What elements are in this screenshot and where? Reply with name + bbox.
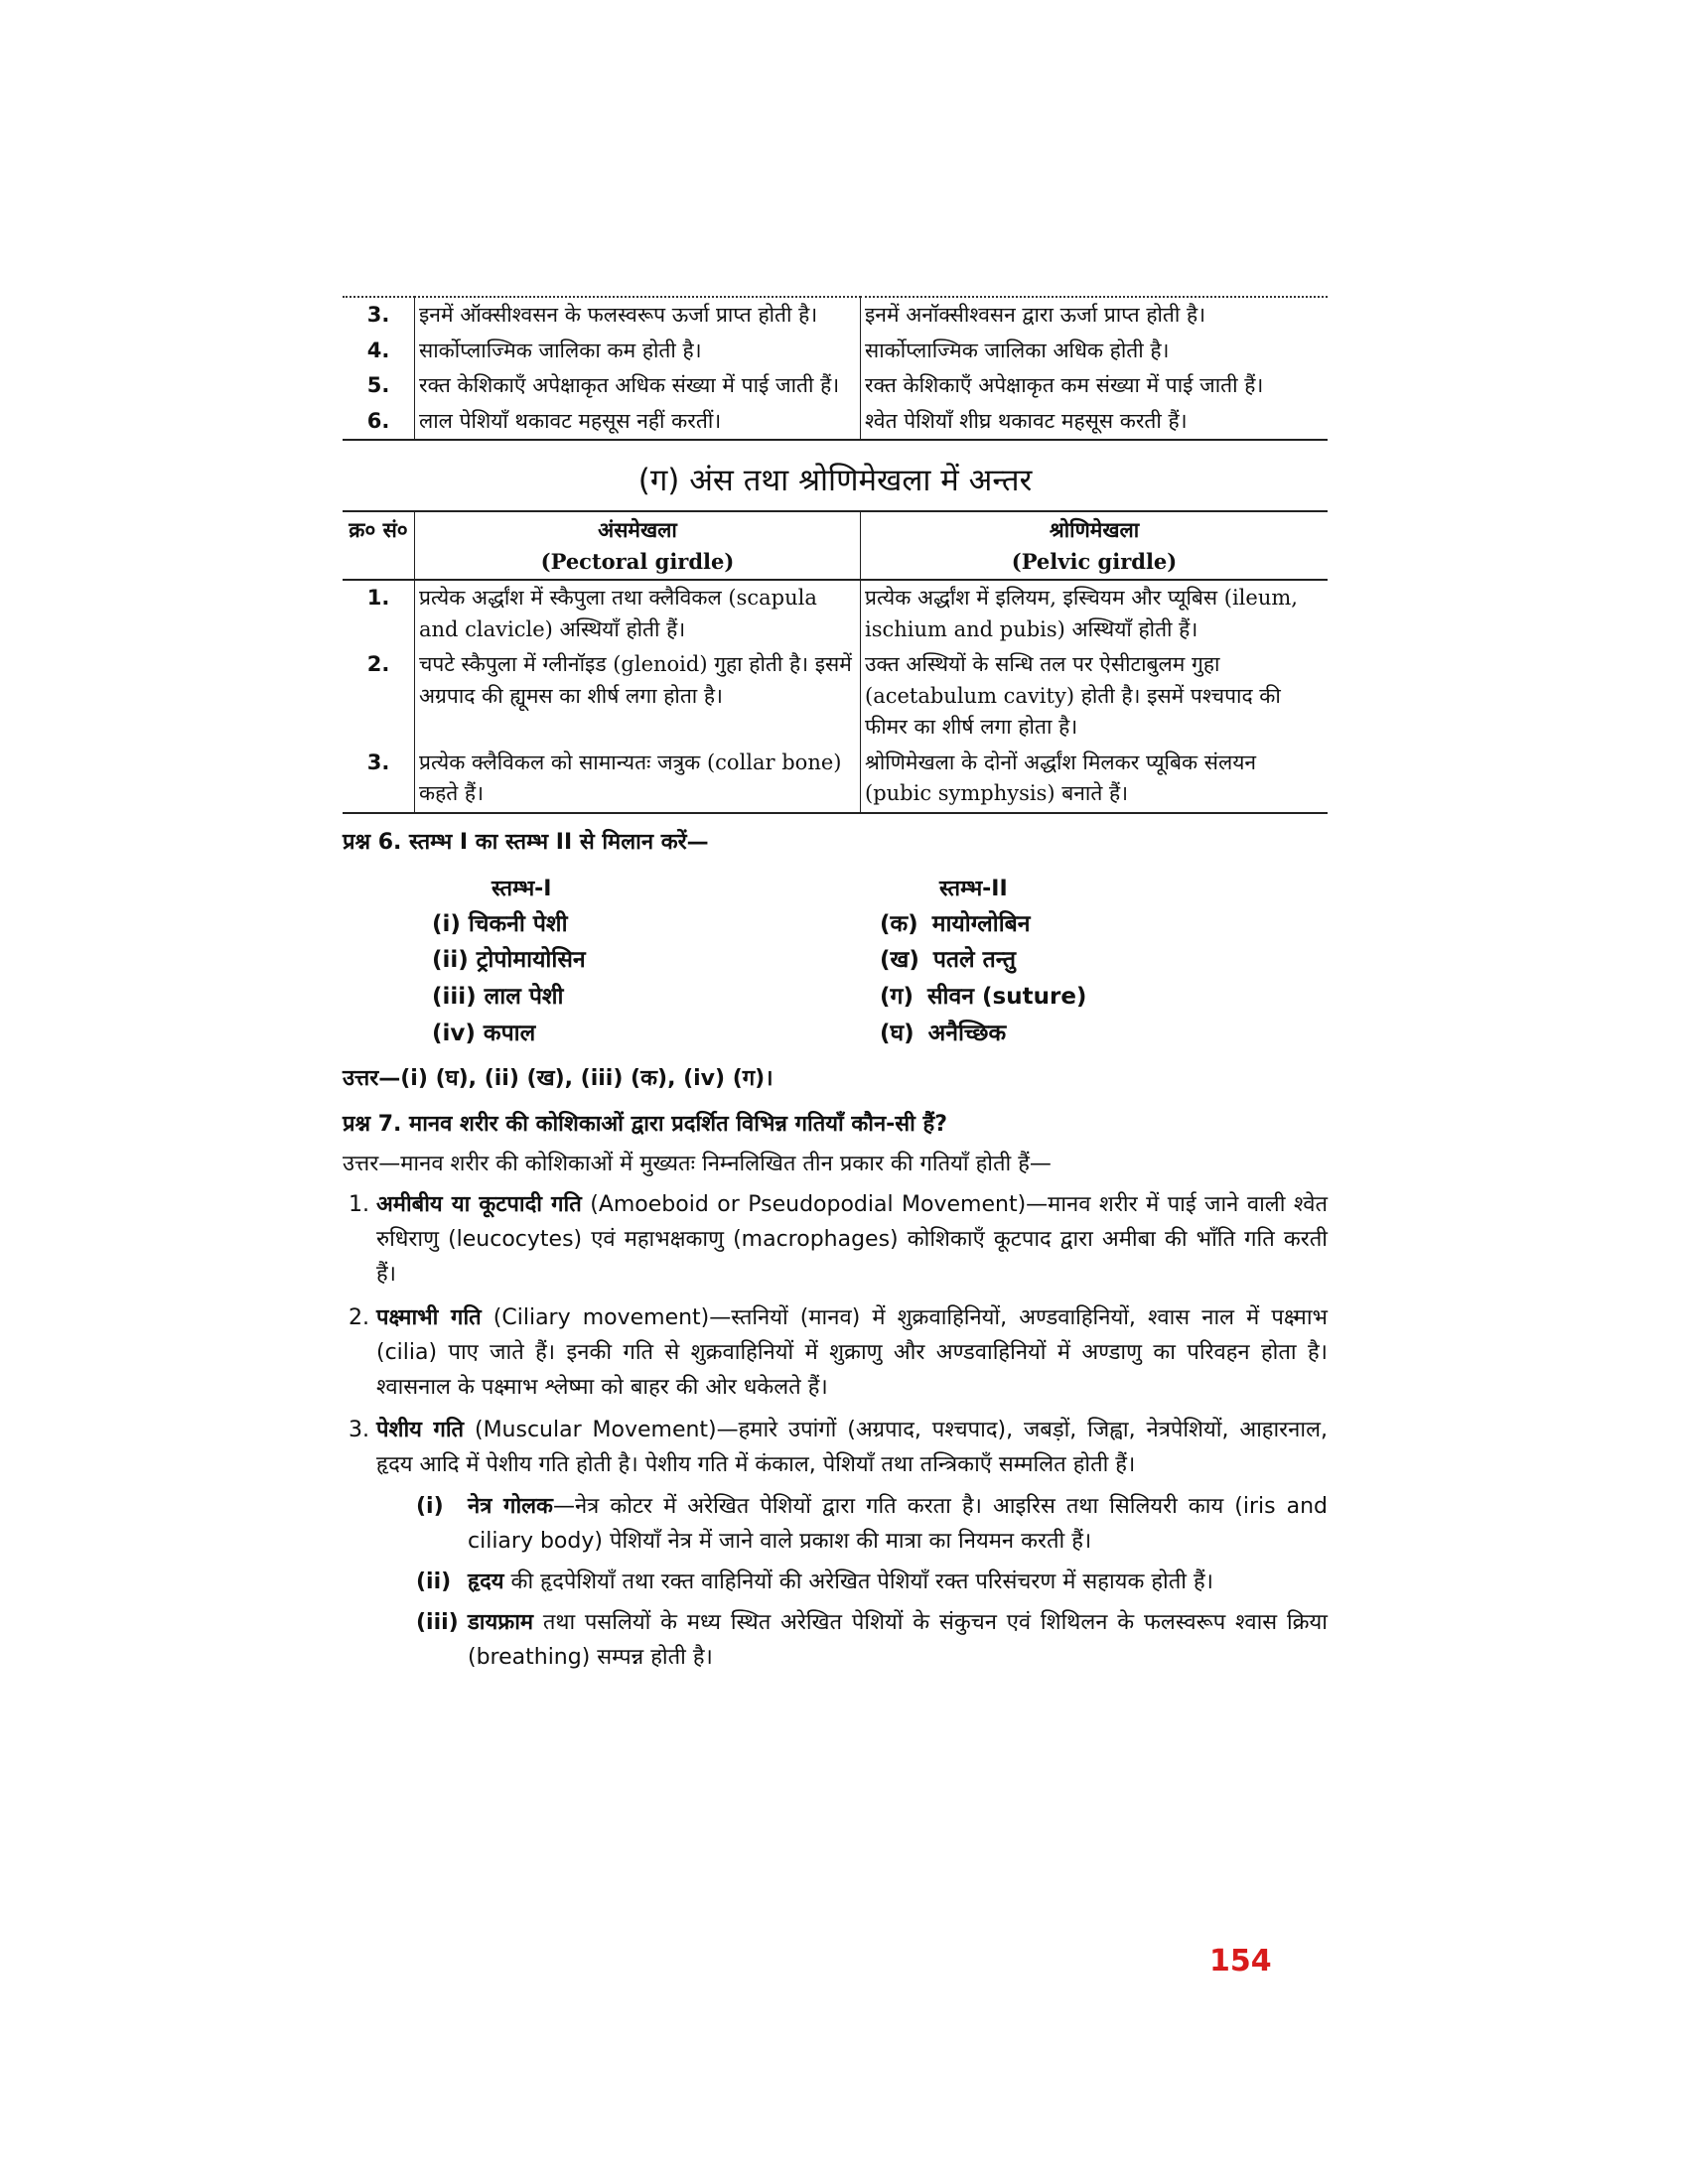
column-2-text: अनैच्छिक bbox=[927, 1021, 1007, 1047]
right-cell: इनमें अनॉक्सीश्वसन द्वारा ऊर्जा प्राप्त होती है। bbox=[865, 303, 1206, 327]
sub-item-body: की हृदपेशियाँ तथा रक्त वाहिनियों की अरेखित पेशियाँ रक्त परिसंचरण में सहायक होती हैं। bbox=[510, 1569, 1213, 1594]
answer-6 bbox=[343, 1062, 1328, 1096]
sub-item bbox=[416, 1489, 1328, 1559]
row-number: 5. bbox=[366, 373, 390, 397]
question-6: प्रश्न 6. स्तम्भ I का स्तम्भ II से मिलान करें— bbox=[343, 829, 709, 855]
right-cell: श्रोणिमेखला के दोनों अर्द्धांश मिलकर प्यूबिक संलयन (pubic symphysis) बनाते हैं। bbox=[865, 750, 1257, 805]
row-number: 3. bbox=[366, 750, 390, 774]
left-cell: प्रत्येक क्लैविकल को सामान्यतः जत्रुक (collar bone) कहते हैं। bbox=[415, 746, 861, 813]
movement-item bbox=[376, 1413, 1328, 1675]
sub-item bbox=[416, 1565, 1328, 1599]
answer-7-intro: उत्तर—मानव शरीर की कोशिकाओं में मुख्यतः निम्नलिखित तीन प्रकार की गतियाँ होती हैं— bbox=[343, 1151, 1052, 1176]
section-title: (ग) अंस तथा श्रोणिमेखला में अन्तर bbox=[637, 463, 1033, 498]
table-row bbox=[343, 404, 1328, 441]
column-2-item bbox=[880, 1016, 1328, 1052]
column-1-item: (i) चिकनी पेशी bbox=[432, 910, 568, 937]
header-pelvic bbox=[861, 511, 1329, 580]
column-1-heading: स्तम्भ-I bbox=[492, 876, 552, 901]
sub-item-text bbox=[468, 1489, 1328, 1559]
column-2-item bbox=[880, 906, 1328, 943]
header-serial: क्र० सं० bbox=[343, 511, 415, 580]
answer-6-text: उत्तर—(i) (घ), (ii) (ख), (iii) (क), (iv) (ग)। bbox=[343, 1065, 774, 1091]
match-columns bbox=[432, 872, 1328, 1052]
column-2-text: मायोग्लोबिन bbox=[931, 910, 1031, 937]
movement-text: (Muscular Movement)—हमारे उपांगों (अग्रपाद, पश्चपाद), जबड़ों, जिह्वा, नेत्रपेशियों, आहारनाल, हृदय आदि में पेशीय गति होती है। पेशीय गति में कंकाल, पेशियाँ तथा तन्त्रिकाएँ सम्मलित होती हैं। bbox=[376, 1418, 1329, 1478]
page-content bbox=[343, 296, 1328, 1684]
movement-heading: अमीबीय या कूटपादी गति bbox=[376, 1192, 582, 1218]
column-1-item: (iv) कपाल bbox=[432, 1021, 536, 1047]
table-row bbox=[343, 647, 1328, 746]
left-cell: लाल पेशियाँ थकावट महसूस नहीं करतीं। bbox=[415, 404, 861, 441]
row-number: 2. bbox=[366, 652, 390, 676]
column-2-mark: (ग) bbox=[880, 984, 914, 1011]
right-cell: प्रत्येक अर्द्धांश में इलियम, इस्चियम और प्यूबिस (ileum, ischium and pubis) अस्थियाँ होती हैं। bbox=[865, 586, 1298, 641]
movement-item bbox=[376, 1187, 1328, 1293]
header-pectoral bbox=[415, 511, 861, 580]
right-cell: उक्त अस्थियों के सन्धि तल पर ऐसीटाबुलम गुहा (acetabulum cavity) होती है। इसमें पश्चपाद की फीमर का शीर्ष लगा होता है। bbox=[865, 652, 1281, 739]
table-row bbox=[343, 334, 1328, 369]
movement-heading: पक्ष्माभी गति bbox=[376, 1304, 482, 1330]
comparison-table-girdles bbox=[343, 510, 1328, 814]
table-row bbox=[343, 746, 1328, 813]
column-2-item bbox=[880, 942, 1328, 979]
table-row bbox=[343, 368, 1328, 404]
table-row bbox=[343, 297, 1328, 334]
table-row bbox=[343, 580, 1328, 647]
sub-item bbox=[416, 1605, 1328, 1675]
left-cell: सार्कोप्लाज्मिक जालिका कम होती है। bbox=[415, 334, 861, 369]
page-number: 154 bbox=[1209, 1944, 1272, 1979]
right-cell: रक्त केशिकाएँ अपेक्षाकृत कम संख्या में पाई जाती हैं। bbox=[865, 373, 1264, 397]
sub-list bbox=[416, 1489, 1328, 1676]
question-7: प्रश्न 7. मानव शरीर की कोशिकाओं द्वारा प्रदर्शित विभिन्न गतियाँ कौन-सी हैं? bbox=[343, 1111, 947, 1137]
header-pelvic-en: (Pelvic girdle) bbox=[1011, 548, 1178, 574]
sub-item-numeral: (ii) bbox=[416, 1569, 452, 1594]
movement-text: (Ciliary movement)—स्तनियों (मानव) में शुक्रवाहिनियों, अण्डवाहिनियों, श्वास नाल में पक्ष्माभ (cilia) पाए जाते हैं। इनकी गति से शुक्रवाहिनियों में शुक्राणु और अण्डवाहिनियों में अण्डाणु का परिवहन होता है। श्वासनाल के पक्ष्माभ श्लेष्मा को बाहर की ओर धकेलते हैं। bbox=[376, 1304, 1328, 1400]
right-cell: श्वेत पेशियाँ शीघ्र थकावट महसूस करती हैं। bbox=[865, 408, 1188, 433]
header-pectoral-hindi: अंसमेखला bbox=[598, 517, 677, 542]
row-number: 1. bbox=[366, 586, 390, 610]
sub-item-numeral: (i) bbox=[416, 1493, 444, 1519]
left-cell: रक्त केशिकाएँ अपेक्षाकृत अधिक संख्या में पाई जाती हैं। bbox=[415, 368, 861, 404]
comparison-table-muscles bbox=[343, 296, 1328, 441]
row-number: 4. bbox=[366, 338, 390, 362]
sub-item-numeral: (iii) bbox=[416, 1610, 459, 1636]
left-cell: प्रत्येक अर्द्धांश में स्कैपुला तथा क्लैविकल (scapula and clavicle) अस्थियाँ होती हैं। bbox=[415, 580, 861, 647]
sub-item-heading: हृदय bbox=[468, 1569, 504, 1594]
column-2-mark: (क) bbox=[880, 910, 918, 937]
movement-list bbox=[343, 1187, 1328, 1675]
movement-item bbox=[376, 1300, 1328, 1406]
left-cell: चपटे स्कैपुला में ग्लीनॉइड (glenoid) गुहा होती है। इसमें अग्रपाद की ह्यूमस का शीर्ष लगा होता है। bbox=[415, 647, 861, 746]
column-2-mark: (घ) bbox=[880, 1021, 914, 1047]
movement-text: (Amoeboid or Pseudopodial Movement)—मानव शरीर में पाई जाने वाली श्वेत रुधिराणु (leucocytes) एवं महाभक्षकाणु (macrophages) कोशिकाएँ कूटपाद द्वारा अमीबा की भाँति गति करती हैं। bbox=[376, 1192, 1328, 1288]
column-2-text: सीवन (suture) bbox=[926, 984, 1087, 1011]
sub-item-heading: डायफ्राम bbox=[468, 1610, 534, 1636]
column-1-item: (iii) लाल पेशी bbox=[432, 984, 564, 1011]
right-cell: सार्कोप्लाज्मिक जालिका अधिक होती है। bbox=[865, 338, 1170, 362]
left-cell: इनमें ऑक्सीश्वसन के फलस्वरूप ऊर्जा प्राप्त होती है। bbox=[415, 297, 861, 334]
sub-item-text bbox=[468, 1605, 1328, 1675]
sub-item-body: —नेत्र कोटर में अरेखित पेशियों द्वारा गति करता है। आइरिस तथा सिलियरी काय (iris and ciliary body) पेशियाँ नेत्र में जाने वाले प्रकाश की मात्रा का नियमन करती हैं। bbox=[468, 1493, 1328, 1554]
movement-heading: पेशीय गति bbox=[376, 1418, 465, 1443]
column-2-item bbox=[880, 979, 1328, 1016]
column-2-text: पतले तन्तु bbox=[932, 947, 1016, 974]
column-1-item: (ii) ट्रोपोमायोसिन bbox=[432, 947, 586, 974]
header-pelvic-hindi: श्रोणिमेखला bbox=[1049, 517, 1140, 542]
header-pectoral-en: (Pectoral girdle) bbox=[540, 548, 735, 574]
row-number: 3. bbox=[366, 303, 390, 327]
row-number: 6. bbox=[366, 408, 390, 433]
sub-item-body: तथा पसलियों के मध्य स्थित अरेखित पेशियों के संकुचन एवं शिथिलन के फलस्वरूप श्वास क्रिया (breathing) सम्पन्न होती है। bbox=[468, 1610, 1328, 1671]
sub-item-text bbox=[468, 1565, 1213, 1599]
sub-item-heading: नेत्र गोलक bbox=[468, 1493, 553, 1519]
column-2-heading: स्तम्भ-II bbox=[939, 876, 1008, 901]
column-2-mark: (ख) bbox=[880, 947, 919, 974]
